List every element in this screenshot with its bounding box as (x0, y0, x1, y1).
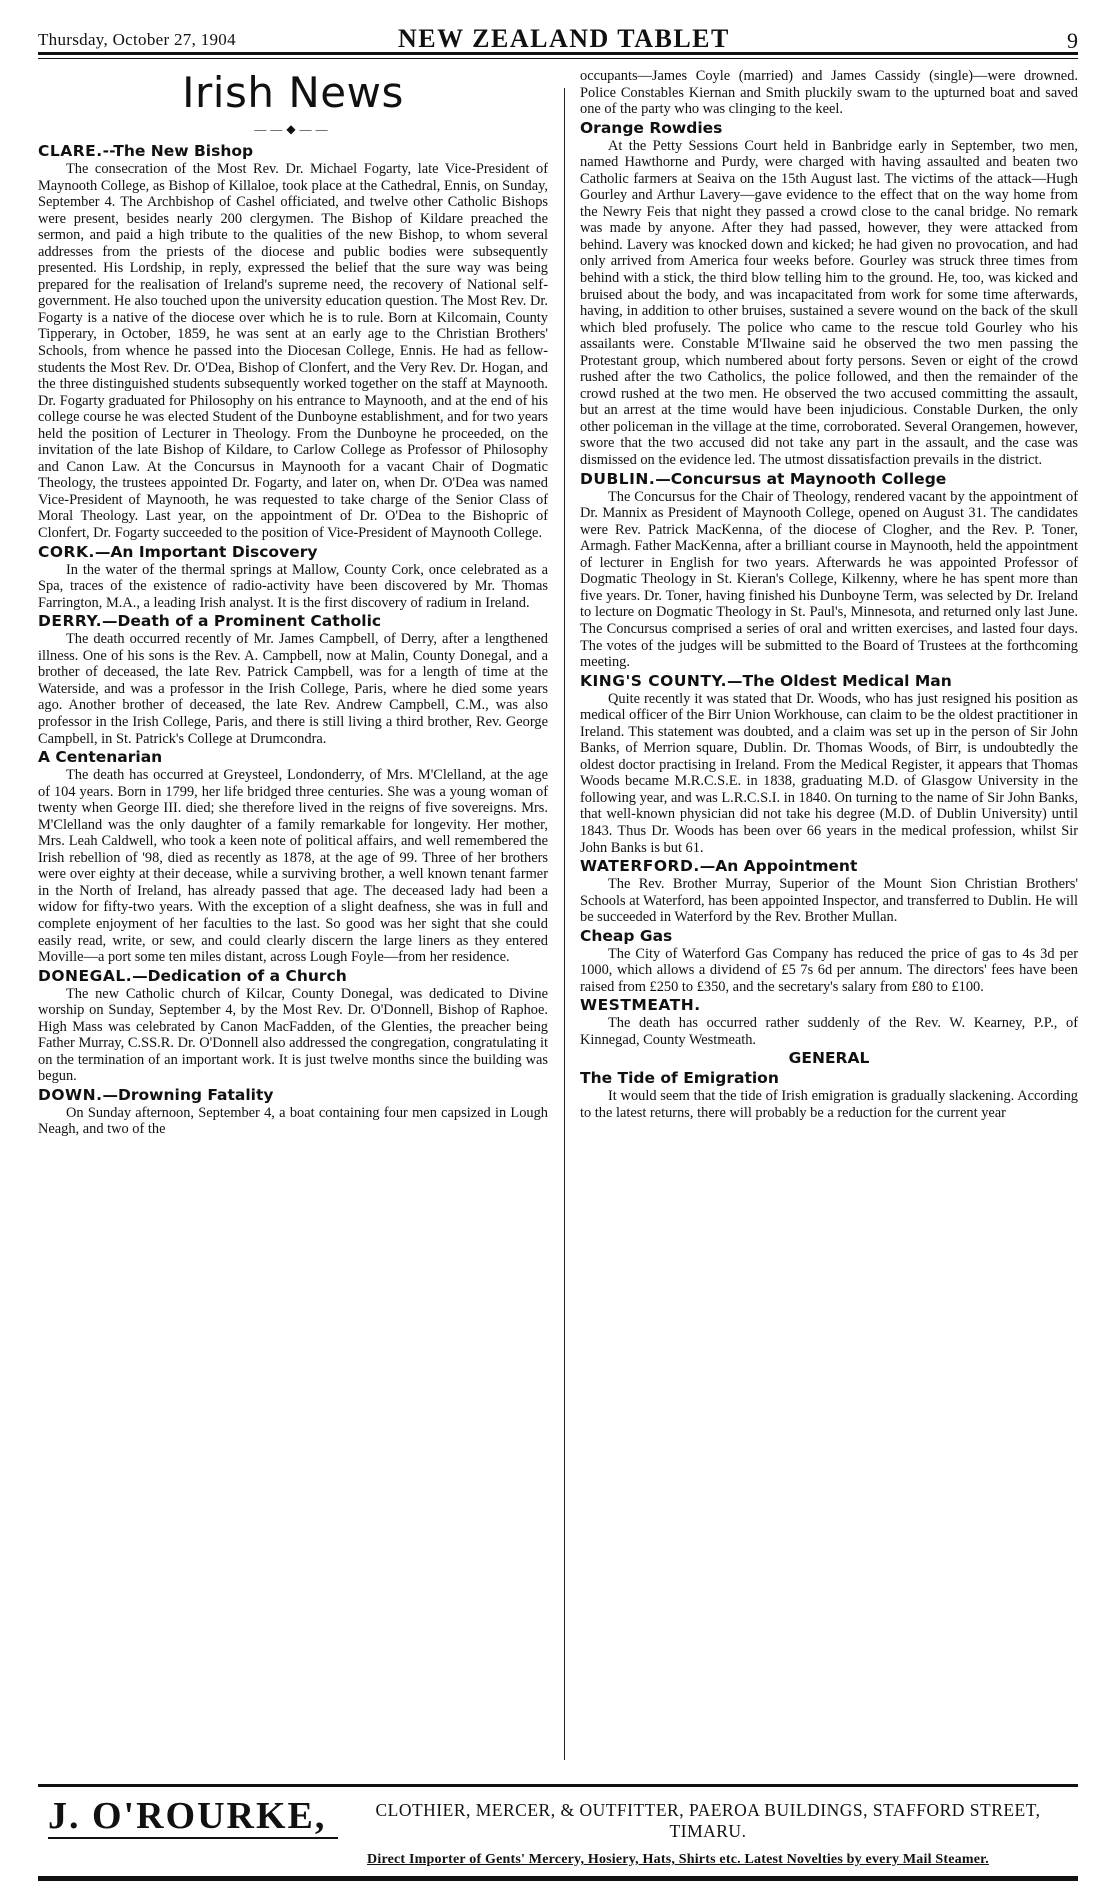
issue-date: Thursday, October 27, 1904 (38, 30, 236, 49)
news-item-place: KING'S COUNTY. (580, 671, 728, 690)
news-item-place: DONEGAL. (38, 966, 133, 985)
news-item-place: CORK. (38, 542, 95, 561)
news-item-title: —Dedication of a Church (132, 966, 347, 985)
news-item-title: —The Oldest Medical Man (727, 671, 952, 690)
news-item-heading (38, 1086, 548, 1105)
news-item (38, 612, 548, 747)
news-item-body: The Rev. Brother Murray, Superior of the Mount Sion Christian Brothers' Schools at Waterford, has been appointed Inspector, and transferred to Dublin. He will be succeeded in Waterford by the Rev. Brother Mullan. (580, 876, 1078, 926)
news-item (580, 672, 1078, 856)
news-item-title: The Tide of Emigration (580, 1069, 779, 1088)
news-item-title: Orange Rowdies (580, 118, 723, 137)
news-item (38, 967, 548, 1085)
news-item (580, 1049, 1078, 1068)
newspaper-page (38, 22, 1078, 1867)
news-item-title: --The New Bishop (102, 142, 254, 160)
news-item-body: The consecration of the Most Rev. Dr. Michael Fogarty, late Vice-President of Maynooth College, as Bishop of Killaloe, took place at the Cathedral, Ennis, on Sunday, September 4. The Archbishop of Cashel officiated, and twelve other Catholic Bishops were present, besides nearly 200 clergymen. The Bishop of Kildare preached the sermon, and paid a high tribute to the qualities of the new Bishop, to whom several addresses from the priests of the diocese and public bodies were subsequently presented. His Lordship, in reply, expressed the belief that the sure way was being prepared for the realisation of Ireland's supreme need, the recovery of National self-government. He also touched upon the university education question. The Most Rev. Dr. Fogarty is a native of the diocese over which he is to rule. Born at Kilcomain, County Tipperary, in October, 1859, he was sent at an early age to the Christian Brothers' Schools, from whence he passed into the Diocesan College, Ennis. He had as fellow-students the Most Rev. Dr. O'Dea, Bishop of Clonfert, and the Very Rev. Dr. Hogan, and the three distinguished students subsequently worked together on the staff at Maynooth. Dr. Fogarty graduated for Philosophy on his entrance to Maynooth, and at the end of his college course he was elected Student of the Dunboyne establishment, and for two years held the position of Lecturer in Theology. From the Dunboyne he proceeded, on the invitation of the late Bishop of Kildare, to Carlow College as Professor of Philosophy and Canon Law. At the Concursus in Maynooth for a vacant Chair of Dogmatic Theology, the trustees appointed Dr. Fogarty, and later on, when Dr. O'Dea was named Vice-President of Maynooth, he was requested to take charge of the Senior Class of Moral Theology. Last year, on the appointment of Dr. O'Dea to the Bishopric of Clonfert, Dr. Fogarty succeeded to the position of Vice-President of Maynooth College. (38, 161, 548, 542)
news-item-heading (580, 672, 1078, 691)
advert-bottom-bar (38, 1876, 1078, 1881)
news-item (38, 1086, 548, 1138)
news-item-place: WESTMEATH. (580, 996, 701, 1015)
news-item-title: —Drowning Fatality (102, 1085, 274, 1104)
news-item (580, 927, 1078, 996)
news-item-body: The death has occurred at Greysteel, Londonderry, of Mrs. M'Clelland, at the age of 104 years. Born in 1799, her life bridged three centuries. She was a young woman of twenty when George III. died; she therefore lived in the reigns of five sovereigns. Mrs. M'Clelland was the only daughter of a family remarkable for longevity. Her mother, Mrs. Leah Caldwell, who took a keen note of political affairs, and well remembered the Irish rebellion of '98, died as recently as 1878, at the age of 99. Three of her brothers were over eighty at their decease, while a surviving brother, a well known tenant farmer in the North of Ireland, has already passed that age. The deceased lady had been a widow for fifty-two years. With the exception of a slight deafness, she was in full and complete enjoyment of her faculties to the last. So good was her sight that she could easily read, write, or sew, and could clearly discern the large liners as they entered Moville—a port some ten miles distant, across Lough Foyle—from her residence. (38, 767, 548, 966)
news-item-body: The death has occurred rather suddenly of the Rev. W. Kearney, P.P., of Kinnegad, County Westmeath. (580, 1015, 1078, 1048)
news-item-heading (580, 470, 1078, 489)
advertisement (38, 1792, 1078, 1882)
news-item-title: Cheap Gas (580, 926, 673, 945)
masthead-rule-thin (38, 58, 1078, 59)
column-divider (564, 88, 565, 1760)
masthead (38, 22, 1078, 53)
section-headline: Irish News (182, 68, 404, 117)
left-column (38, 68, 548, 1138)
news-item-title: —An Important Discovery (94, 542, 318, 561)
news-item-heading (580, 996, 1078, 1015)
headline-ornament: ——◆—— (254, 122, 332, 136)
news-item (38, 748, 548, 966)
news-item-heading (580, 119, 1078, 138)
news-item-heading (38, 543, 548, 562)
news-item-heading (38, 142, 548, 161)
news-item-heading (580, 927, 1078, 946)
news-item-heading (38, 748, 548, 767)
advert-tagline: Direct Importer of Gents' Mercery, Hosiery, Hats, Shirts etc. Latest Novelties by every Mail Steamer. (367, 1852, 989, 1867)
advert-description: CLOTHIER, MERCER, & OUTFITTER, PAEROA BUILDINGS, STAFFORD STREET, TIMARU. (375, 1800, 1041, 1841)
news-item (580, 119, 1078, 469)
news-item-body: The new Catholic church of Kilcar, County Donegal, was dedicated to Divine worship on Sunday, September 4, by the Most Rev. Dr. O'Donnell, Bishop of Raphoe. High Mass was celebrated by Canon MacFadden, of the Glenties, the preacher being Father Murray, C.SS.R. Dr. O'Donnell also addressed the congregation, congratulating it on the termination of an important work. It is just twelve months since the building was begun. (38, 985, 548, 1085)
page-number: 9 (1067, 28, 1078, 53)
right-column (580, 68, 1078, 1122)
news-item-body: The City of Waterford Gas Company has reduced the price of gas to 4s 3d per 1000, which allows a dividend of £5 7s 6d per annum. The directors' fees have been raised from £250 to £350, and the secretary's salary from £80 to £100. (580, 945, 1078, 995)
news-item-heading (38, 612, 548, 631)
news-item-title: —Concursus at Maynooth College (655, 469, 947, 488)
news-item-heading (580, 1049, 1078, 1068)
news-item-heading (580, 1069, 1078, 1088)
advert-name-underline (48, 1837, 338, 1839)
news-item-place: CLARE. (38, 142, 103, 160)
news-item (580, 857, 1078, 926)
news-item-heading (580, 857, 1078, 876)
advert-top-rule (38, 1784, 1078, 1787)
news-item (580, 470, 1078, 671)
news-item-place: DUBLIN. (580, 469, 656, 488)
news-item-place: DERRY. (38, 612, 103, 631)
news-item-place: WATERFORD. (580, 857, 700, 876)
news-item (38, 142, 548, 542)
news-item-body: The Concursus for the Chair of Theology, rendered vacant by the appointment of Dr. Mannix as President of Maynooth College, opened on August 31. The candidates were Rev. Patrick MacKenna, of the diocese of Clogher, and the Rev. P. Toner, Armagh. Father MacKenna, after a brilliant course in Maynooth, held the appointment of lecturer in English for two years. Afterwards he was appointed Professor of Dogmatic Theology in St. Kieran's College, Kilkenny, where he has spent more than five years. Dr. Toner, having finished his Dunboyne Term, was selected by Dr. Ireland to lecture on Dogmatic Theology in St. Paul's, Minnesota, and returned only last June. The Concursus comprised a series of oral and written exercises, and lasted four days. The votes of the judges will be submitted to the Board of Trustees at the forthcoming meeting. (580, 488, 1078, 671)
advert-name: J. O'ROURKE, (48, 1795, 327, 1837)
news-item-title: GENERAL (788, 1049, 870, 1068)
news-item-title: —Death of a Prominent Catholic (102, 612, 382, 631)
news-item-body: At the Petty Sessions Court held in Banbridge early in September, two men, named Hawthorne and Purdy, were charged with having assaulted and beaten two Catholic farmers at Seaiva on the 15th August last. The victims of the attack—Hugh Gourley and Arthur Lavery—gave evidence to the effect that on the way home from the Newry Feis that night they passed a crowd close to the canal bridge. No remark was made by anyone. After they had passed, however, they were attacked from behind. Lavery was knocked down and kicked; he had given no provocation, and had only arrived from America four weeks before. Gourley was struck three times from behind with a stick, the third blow telling him to the ground. He, too, was kicked and bruised about the body, and was incapacitated from work for some time afterwards, having, in addition to other bruises, sustained a severe wound on the back of the skull which bled profusely. The police who came to the rescue told Gourley who his assailants were. Constable M'Ilwaine said he observed the two men passing the Protestant group, which numbered about forty persons. Seven or eight of the crowd rushed after the two Catholics, the police followed, and then the remainder of the crowd rushed at the two men. He observed the two accused committing the assault, but an arrest at the time would have been injudicious. Constable Durken, the only other policeman in the village at the time, corroborated. Several Orangemen, however, swore that the two accused did not take any part in the assault, and the case was dismissed on the evidence led. The utmost dissatisfaction prevails in the district. (580, 137, 1078, 469)
news-item (38, 543, 548, 612)
publication-title: NEW ZEALAND TABLET (398, 24, 730, 53)
news-item-heading (38, 967, 548, 986)
news-item-title: —An Appointment (699, 857, 858, 876)
news-item (580, 996, 1078, 1048)
news-item (580, 68, 1078, 118)
news-item (580, 1069, 1078, 1121)
news-item-body: Quite recently it was stated that Dr. Woods, who has just resigned his position as medical officer of the Birr Union Workhouse, can claim to be the oldest practitioner in Ireland. This statement was doubted, and a claim was set up in the person of Sir John Banks, of Merrion square, Dublin. Dr. Thomas Woods, of Birr, is undoubtedly the oldest doctor practising in Ireland. From the Medical Register, it appears that Thomas Woods became M.R.C.S.E. in 1838, graduating M.D. of Glasgow University in the following year, and was L.R.C.S.I. in 1840. On turning to the name of Sir John Banks, that well-known physician did not take his degree (M.D. of Dublin University) until 1843. Thus Dr. Woods has been over 66 years in the medical profession, whilst Sir John Banks is but 61. (580, 690, 1078, 856)
news-item-title: A Centenarian (38, 748, 163, 767)
news-item-body: In the water of the thermal springs at Mallow, County Cork, once celebrated as a Spa, traces of the existence of radio-activity have been discovered by Mr. Thomas Farrington, M.A., a leading Irish analyst. It is the first discovery of radium in Ireland. (38, 561, 548, 611)
news-item-body: The death occurred recently of Mr. James Campbell, of Derry, after a lengthened illness. One of his sons is the Rev. A. Campbell, now at Malin, County Donegal, and a brother of deceased, the late Rev. Patrick Campbell, was for a length of time at the Waterside, and was a professor in the Irish College, Paris, where he died some years ago. Another brother of deceased, the late Rev. Andrew Campbell, C.M., was also professor in the Irish College, Paris, and there is still living a third brother, Rev. George Campbell, in St. Patrick's College at Drumcondra. (38, 631, 548, 747)
news-item-body: On Sunday afternoon, September 4, a boat containing four men capsized in Lough Neagh, and two of the (38, 1104, 548, 1138)
news-item-place: DOWN. (38, 1085, 103, 1104)
news-item-body: It would seem that the tide of Irish emigration is gradually slackening. According to the latest returns, there will probably be a reduction for the current year (580, 1088, 1078, 1121)
masthead-rule (38, 52, 1078, 55)
news-item-body: occupants—James Coyle (married) and James Cassidy (single)—were drowned. Police Constables Kiernan and Smith pluckily swam to the upturned boat and saved one of the party who was clinging to the keel. (580, 68, 1078, 118)
